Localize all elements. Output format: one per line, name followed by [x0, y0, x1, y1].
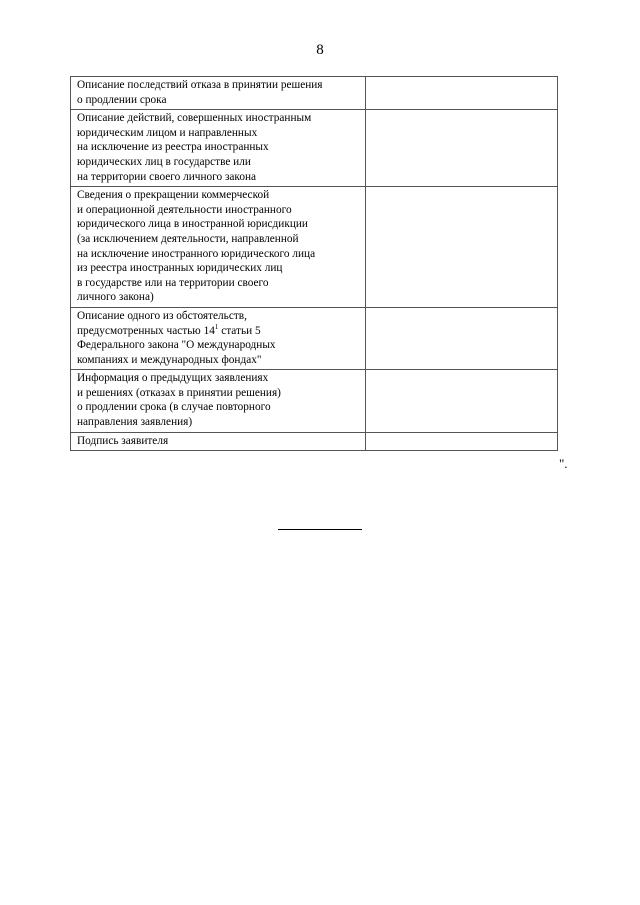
- page-number: 8: [316, 42, 324, 58]
- row-value-activity-termination[interactable]: [366, 187, 558, 308]
- row-value-refusal-consequences[interactable]: [366, 77, 558, 110]
- superscript-one: 1: [214, 322, 219, 331]
- row-label-circumstance: [71, 307, 366, 369]
- row-label-activity-termination: Сведения о прекращении коммерческой и операционной деятельности иностранного юридического лица в иностранной юрисдикции (за исключением деятельности, направленной на исключение иностранного юридического лица из реестра иностранных юридических лиц в государстве или на территории своего личного закона): [71, 187, 366, 308]
- table-row: [71, 432, 558, 451]
- row-label-refusal-consequences: Описание последствий отказа в принятии решения о продлении срока: [71, 77, 366, 110]
- row-label-applicant-signature: Подпись заявителя: [71, 432, 366, 451]
- circumstance-text-start: Описание одного из обстоятельств, предусмотренных частью 14: [77, 309, 247, 337]
- end-of-document-rule: [278, 529, 362, 530]
- row-value-previous-applications[interactable]: [366, 370, 558, 432]
- row-value-circumstance[interactable]: [366, 307, 558, 369]
- table-row: [71, 370, 558, 432]
- closing-quote-mark: ".: [559, 456, 568, 471]
- table-row: [71, 77, 558, 110]
- circumstance-text-end: статьи 5 Федерального закона "О международных компаниях и международных фондах": [77, 324, 276, 366]
- table-row: [71, 110, 558, 187]
- application-form-table: [70, 76, 558, 451]
- table-row: [71, 307, 558, 369]
- row-label-previous-applications: Информация о предыдущих заявлениях и решениях (отказах в принятии решения) о продлении срока (в случае повторного направления заявления): [71, 370, 366, 432]
- table-row: [71, 187, 558, 308]
- row-value-applicant-signature[interactable]: [366, 432, 558, 451]
- row-value-actions-taken[interactable]: [366, 110, 558, 187]
- row-label-actions-taken: Описание действий, совершенных иностранным юридическим лицом и направленных на исключение из реестра иностранных юридических лиц в государстве или на территории своего личного закона: [71, 110, 366, 187]
